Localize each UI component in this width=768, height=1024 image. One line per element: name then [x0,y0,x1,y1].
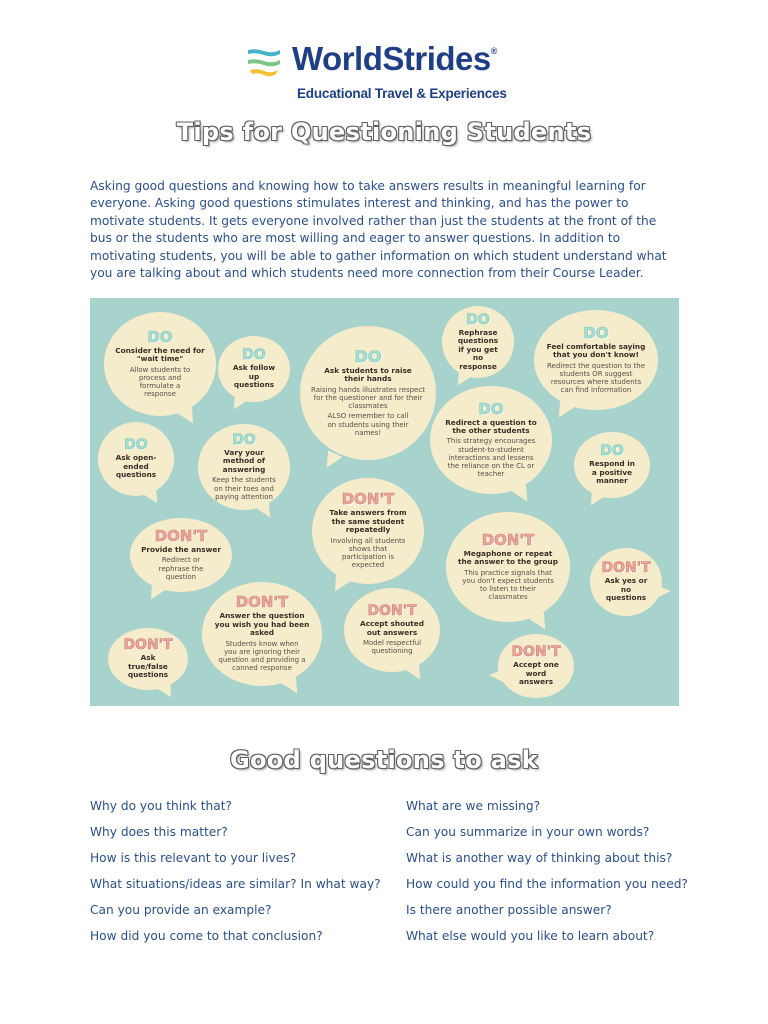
do-label: DO [583,323,609,342]
tip-bubble [130,518,232,592]
tip-bubble [574,432,650,498]
dont-label: DON'T [154,526,208,545]
tip-heading: Respond in a positive manner [589,459,635,486]
tip-heading: Accept shouted out answers [360,619,424,637]
tip-heading: Take answers from the same student repeatedly [329,508,407,535]
brand-name: WorldStrides® [292,40,497,77]
tip-body: Raising hands illustrates respect for the questioner and for their classmates [311,385,425,411]
tip-heading: Accept one word answers [513,660,559,687]
tip-body: Involving all students shows that participation is expected [330,536,406,570]
page-title: Tips for Questioning Students [176,118,592,146]
dont-label: DON'T [367,603,417,620]
good-questions-title: Good questions to ask [229,746,538,774]
tip-bubble [218,336,290,402]
do-label: DO [124,437,148,454]
tip-heading: Answer the question you wish you had been asked [214,611,310,638]
tip-heading: Ask open-ended questions [115,453,157,480]
intro-paragraph: Asking good questions and knowing how to take answers results in meaningful learning for everyone. Asking good questions stimulates interest and thinking, and has the power to motivate students. It gets everyone involved rather than just the students at the front of the bus or the students who are most willing and eager to answer questions. In addition to motivating students, you will be able to gather information on which student understand what you are talking about and which students need more connection from their Course Leader. [90,179,667,281]
tip-body: This strategy encourages student-to-student interactions and lessens the reliance on the CL or teacher [446,437,536,479]
dont-label: DON'T [511,644,561,661]
question-item: Why do you think that? [90,799,232,813]
question-item: Why does this matter? [90,825,228,839]
tip-body: Students know when you are ignoring their question and providing a canned response [218,639,306,673]
question-item: What situations/ideas are similar? In what way? [90,877,381,891]
dont-label: DON'T [341,490,395,509]
do-label: DO [242,347,266,364]
tip-bubble [430,386,552,494]
question-item: Can you summarize in your own words? [406,825,650,839]
tip-bubble [534,310,658,410]
tip-heading: Ask yes or no questions [604,576,648,603]
dont-label: DON'T [481,530,535,549]
dont-label: DON'T [235,593,289,612]
tip-heading: Provide the answer [141,544,221,554]
tip-bubble [442,306,514,378]
tip-heading: Ask follow up questions [232,363,276,390]
tip-body: Redirect the question to the students OR suggest resources where students can find information [546,361,645,395]
question-item: How is this relevant to your lives? [90,851,297,865]
question-item: What are we missing? [406,799,541,813]
question-item: How did you come to that conclusion? [90,929,323,943]
tip-bubble [446,512,570,622]
tip-heading: Vary your method of answering [222,448,266,474]
dont-label: DON'T [601,560,651,577]
worldstrides-emblem-icon [246,46,282,82]
tip-body-extra: ALSO remember to call on students using their names! [327,412,409,437]
good-questions-right-list [406,797,688,953]
tips-infographic [90,298,679,706]
tip-heading: Consider the need for "wait time" [115,345,205,364]
tip-bubble [108,628,188,690]
tip-bubble [344,588,440,672]
do-label: DO [232,432,256,449]
do-label: DO [354,346,382,366]
tip-bubble [300,326,436,460]
tip-heading: Rephrase questions if you get no response [457,327,499,371]
tip-bubble [198,424,290,510]
tip-body: Redirect or rephrase the question [158,556,204,581]
question-item: How could you find the information you need? [406,877,688,891]
tip-bubble [590,548,662,616]
question-item: What else would you like to learn about? [406,929,655,943]
worldstrides-logo [246,42,526,106]
tip-heading: Ask true/false questions [127,653,169,680]
question-item: Is there another possible answer? [406,903,612,917]
tip-body: Model respectful questioning [362,639,422,656]
do-label: DO [600,443,624,460]
tip-heading: Feel comfortable saying that you don't know! [546,341,646,360]
tip-heading: Ask students to raise their hands [324,365,412,384]
tip-bubble [498,634,574,698]
dont-label: DON'T [123,637,173,654]
tip-bubble [98,422,174,496]
registered-mark: ® [490,46,497,56]
tip-body: Keep the students on their toes and paying attention [212,476,276,501]
good-questions-left-list [90,797,381,953]
tip-heading: Redirect a question to the other students [445,417,537,435]
tip-body: Allow students to process and formulate a response [129,365,191,399]
question-item: What is another way of thinking about this? [406,851,673,865]
tip-bubble [104,312,216,416]
do-label: DO [466,311,490,328]
brand-tagline: Educational Travel & Experiences [297,86,507,101]
tip-body: This practice signals that you don't expect students to listen to their classmates [462,568,554,602]
tip-heading: Megaphone or repeat the answer to the group [458,548,558,567]
question-item: Can you provide an example? [90,903,272,917]
do-label: DO [147,327,173,346]
tip-bubble [202,582,322,686]
tip-bubble [312,478,424,584]
do-label: DO [478,399,504,418]
